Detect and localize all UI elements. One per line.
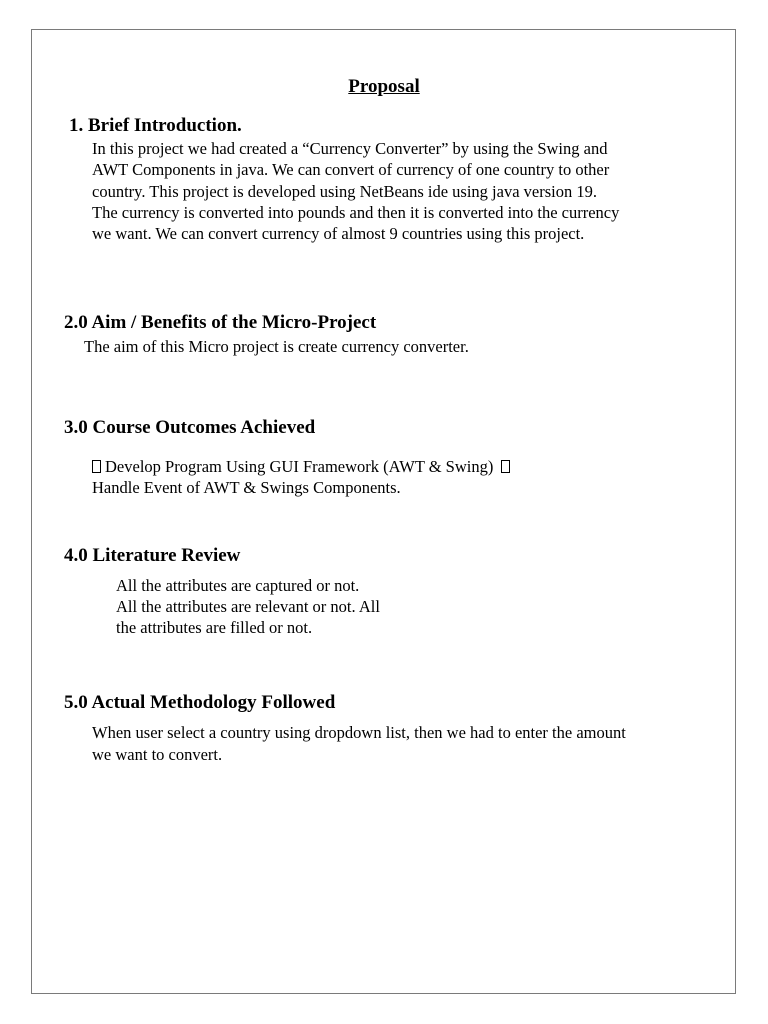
outcome-item-1-text: Develop Program Using GUI Framework (AWT & Swing): [105, 457, 494, 476]
review-line-2: All the attributes are relevant or not. All: [116, 597, 380, 616]
intro-line-2: AWT Components in java. We can convert of currency of one country to other: [92, 160, 610, 179]
outcome-item-1: [92, 456, 510, 477]
section-heading-methodology: 5.0 Actual Methodology Followed: [64, 692, 336, 713]
aim-line-1: The aim of this Micro project is create currency converter.: [84, 337, 469, 356]
review-line-3: the attributes are filled or not.: [116, 618, 313, 637]
missing-glyph-icon: [501, 460, 510, 473]
intro-line-5: we want. We can convert currency of almost 9 countries using this project.: [92, 224, 585, 243]
intro-line-4: The currency is converted into pounds and then it is converted into the currency: [92, 203, 620, 222]
missing-glyph-icon: [92, 460, 101, 473]
section-heading-outcomes: 3.0 Course Outcomes Achieved: [64, 417, 316, 438]
intro-line-3: country. This project is developed using NetBeans ide using java version 19.: [92, 182, 597, 201]
document-title: Proposal: [348, 76, 420, 97]
methodology-line-1: When user select a country using dropdown list, then we had to enter the amount: [92, 723, 626, 742]
section-heading-literature-review: 4.0 Literature Review: [64, 545, 241, 566]
review-line-1: All the attributes are captured or not.: [116, 576, 360, 595]
section-heading-introduction: 1. Brief Introduction.: [69, 115, 242, 136]
intro-line-1: In this project we had created a “Currency Converter” by using the Swing and: [92, 139, 608, 158]
section-heading-aim: 2.0 Aim / Benefits of the Micro-Project: [64, 312, 377, 333]
methodology-line-2: we want to convert.: [92, 745, 223, 764]
outcome-item-2: Handle Event of AWT & Swings Components.: [92, 478, 401, 497]
